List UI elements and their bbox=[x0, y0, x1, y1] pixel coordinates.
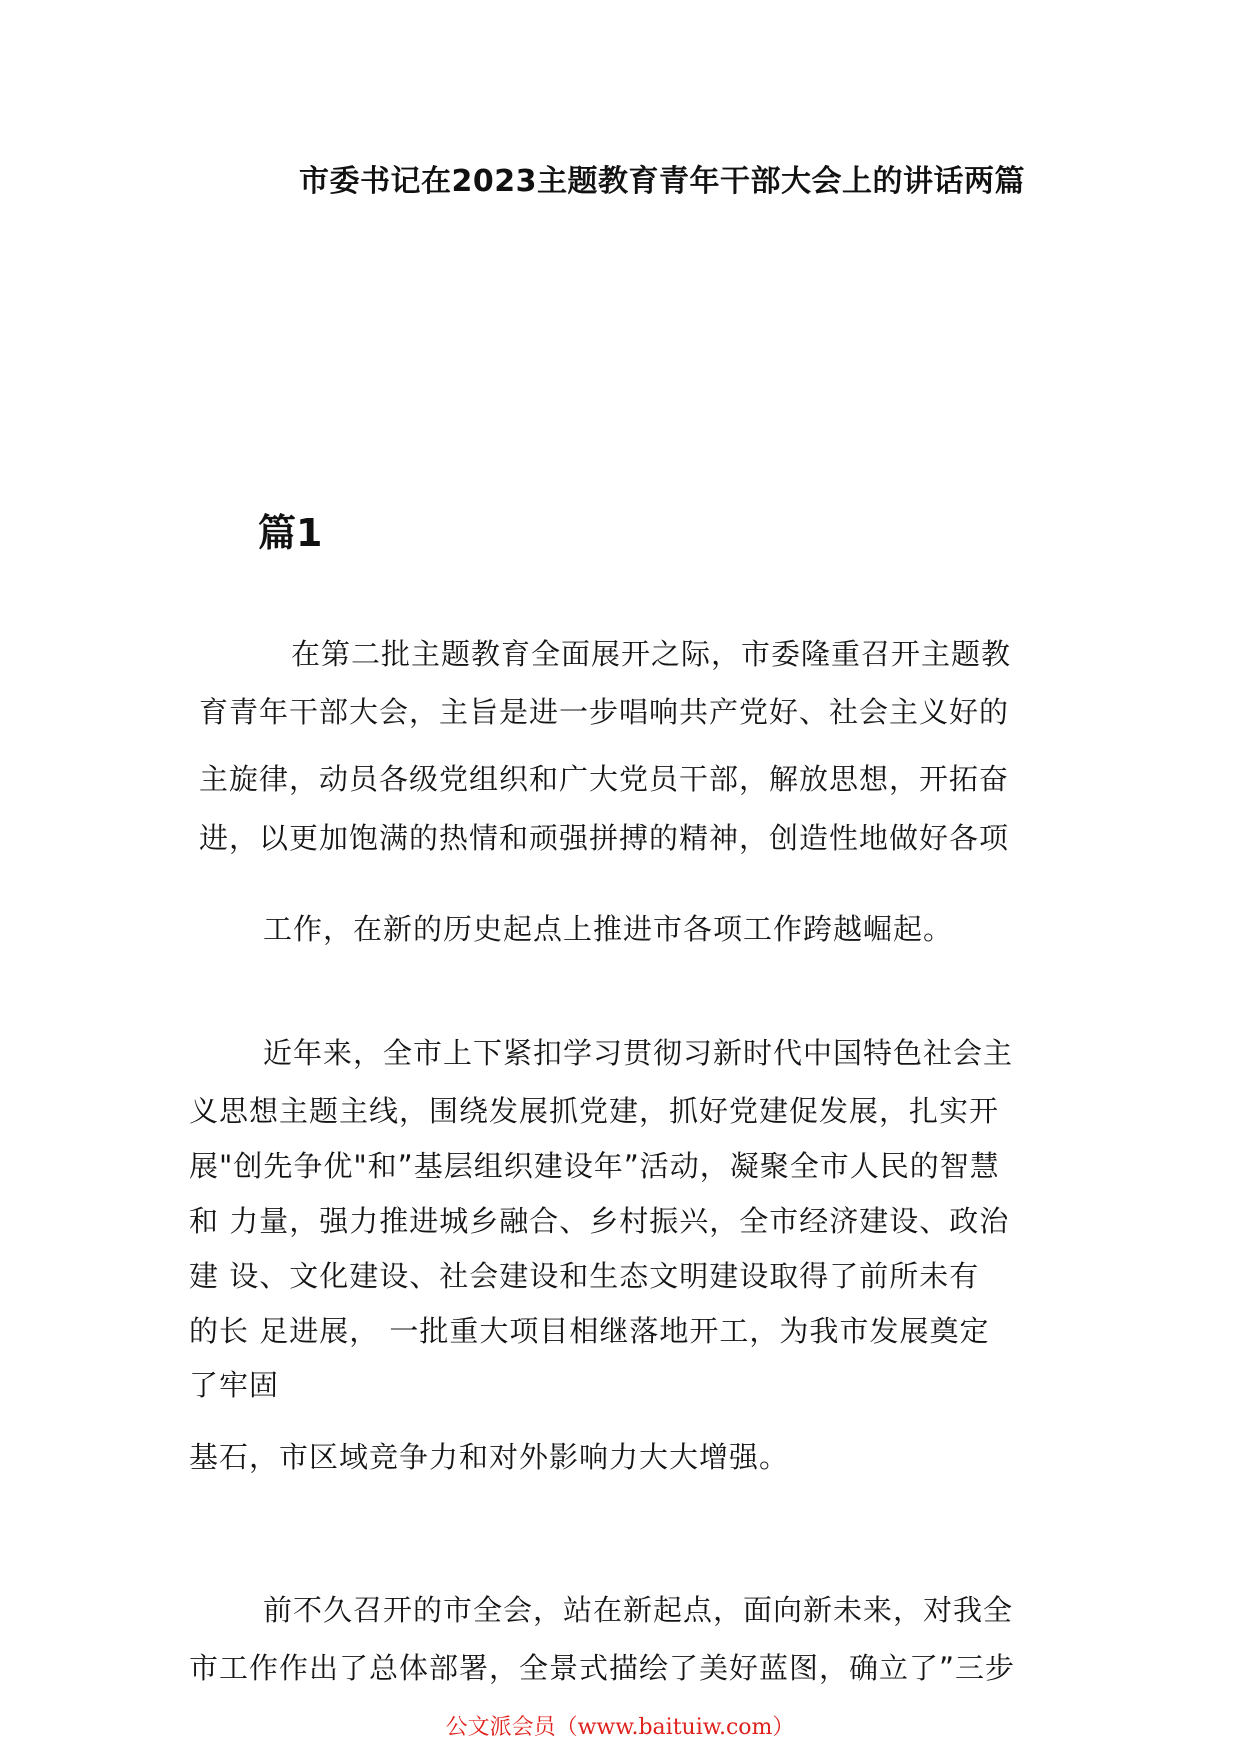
paragraph-line: 进，以更加饱满的热情和顽强拼搏的精神，创造性地做好各项 bbox=[199, 821, 1010, 855]
paragraph-line: 了牢固 bbox=[189, 1368, 280, 1402]
paragraph-line: 近年来，全市上下紧扣学习贯彻习新时代中国特色社会主 bbox=[263, 1036, 1014, 1070]
paragraph-line: 市工作作出了总体部署，全景式描绘了美好蓝图，确立了”三步 bbox=[189, 1651, 1016, 1685]
paragraph-line: 前不久召开的市全会，站在新起点，面向新未来，对我全 bbox=[263, 1593, 1014, 1627]
paragraph-line: 的长 足进展， 一批重大项目相继落地开工，为我市发展奠定 bbox=[189, 1314, 990, 1348]
paragraph-line: 义思想主题主线，围绕发展抓党建，抓好党建促发展，扎实开 bbox=[189, 1094, 1000, 1128]
section-heading: 篇1 bbox=[258, 511, 323, 555]
paragraph-line: 建 设、文化建设、社会建设和生态文明建设取得了前所未有 bbox=[189, 1259, 980, 1293]
paragraph-line: 展"创先争优"和”基层组织建设年”活动，凝聚全市人民的智慧 bbox=[189, 1149, 1000, 1183]
watermark-footer: 公文派会员（www.baituiw.com） bbox=[445, 1715, 795, 1740]
paragraph-line: 工作，在新的历史起点上推进市各项工作跨越崛起。 bbox=[263, 912, 954, 946]
document-title: 市委书记在2023主题教育青年干部大会上的讲话两篇 bbox=[299, 164, 1025, 199]
paragraph-line: 育青年干部大会，主旨是进一步唱响共产党好、社会主义好的 bbox=[199, 695, 1010, 729]
paragraph-line: 主旋律，动员各级党组织和广大党员干部，解放思想，开拓奋 bbox=[199, 762, 1010, 796]
paragraph-line: 在第二批主题教育全面展开之际，市委隆重召开主题教 bbox=[291, 637, 1012, 671]
paragraph-line: 基石，市区域竞争力和对外影响力大大增强。 bbox=[189, 1440, 790, 1474]
paragraph-line: 和 力量，强力推进城乡融合、乡村振兴，全市经济建设、政治 bbox=[189, 1204, 1010, 1238]
